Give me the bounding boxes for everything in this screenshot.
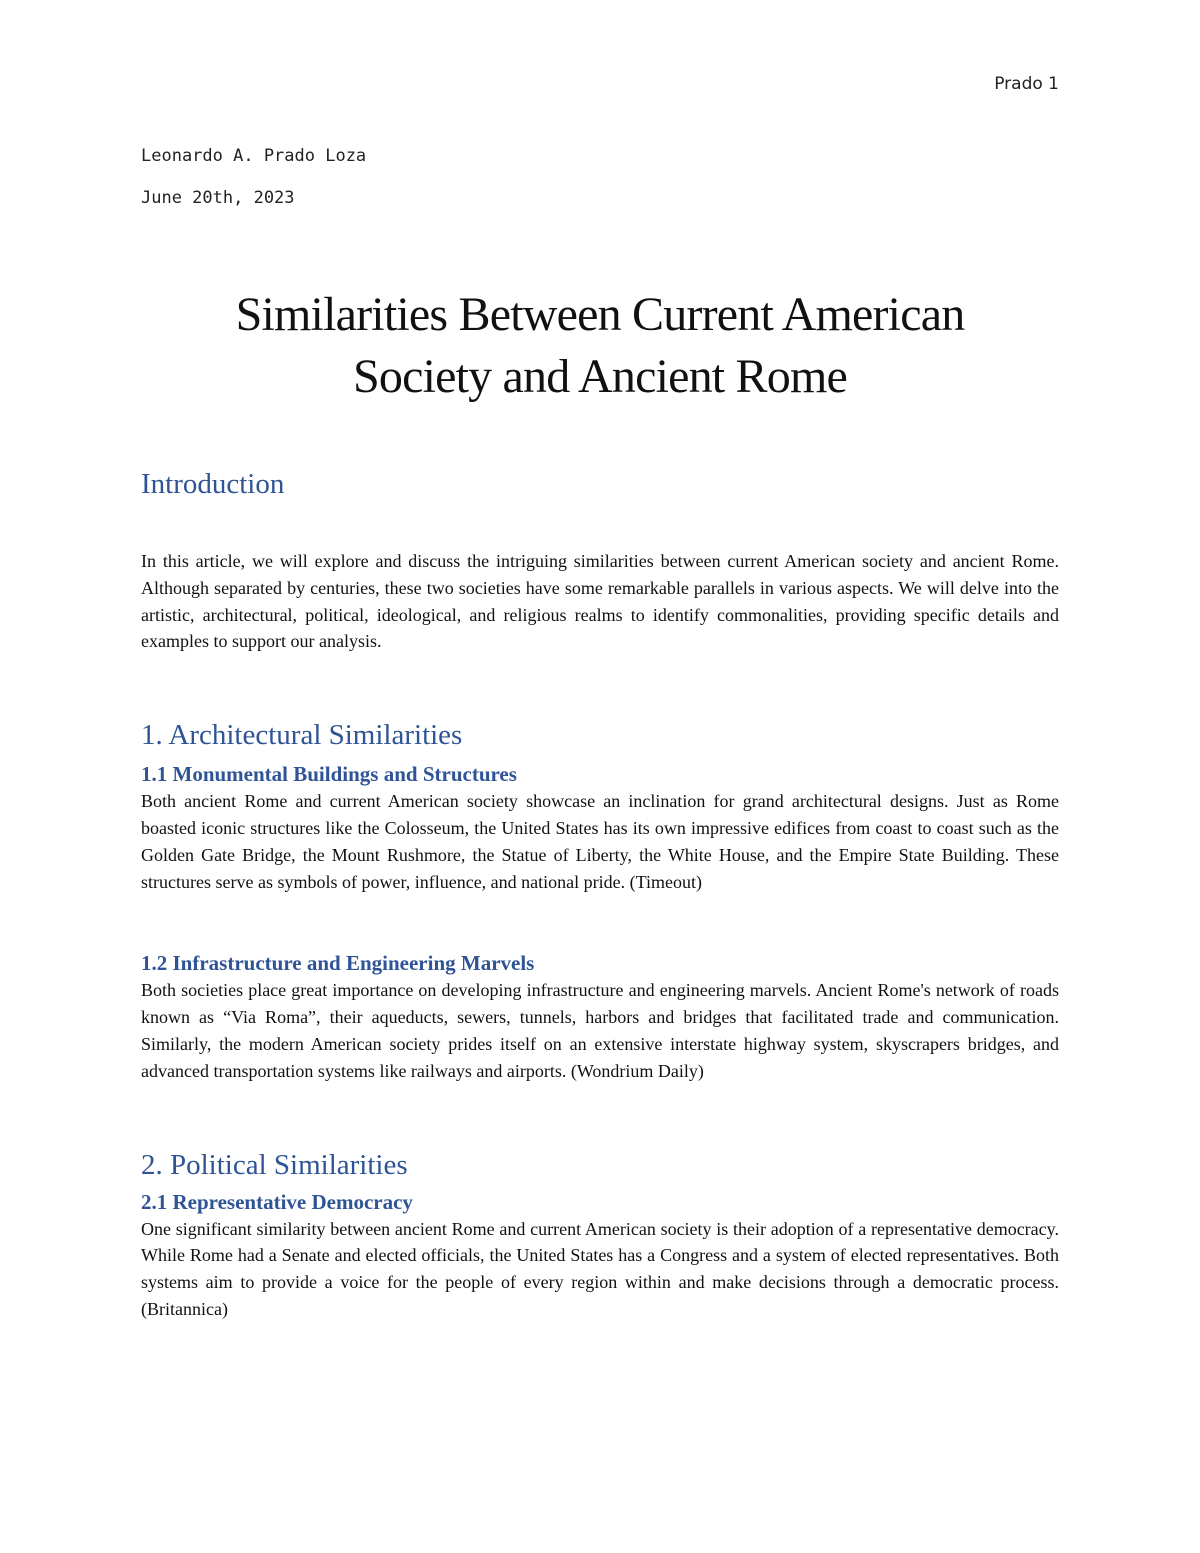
introduction-paragraph: In this article, we will explore and discuss the intriguing similarities between current American society and ancient Rome. Although separated by centuries, these two societies have some remarkable parallels in various aspects. We will delve into the artistic, architectural, political, ideological, and religious realms to identify commonalities, providing specific details and examples to support our analysis. — [141, 551, 1059, 652]
document-title — [141, 284, 1059, 408]
section-2-heading: 2. Political Similarities — [141, 1148, 408, 1181]
page-header-label: Prado 1 — [994, 74, 1059, 94]
section-1-2-paragraph: Both societies place great importance on developing infrastructure and engineering marvels. Ancient Rome's network of roads known as “Via Roma”, their aqueducts, sewers, tunnels, harbors and bridges that facilitated trade and communication. Similarly, the modern American society prides itself on an extensive interstate highway system, skyscrapers bridges, and advanced transportation systems like railways and airports. (Wondrium Daily) — [141, 980, 1059, 1081]
section-1-1-paragraph: Both ancient Rome and current American society showcase an inclination for grand architectural designs. Just as Rome boasted iconic structures like the Colosseum, the United States has its own impressive edifices from coast to coast such as the Golden Gate Bridge, the Mount Rushmore, the Statue of Liberty, the White House, and the Empire State Building. These structures serve as symbols of power, influence, and national pride. (Timeout) — [141, 791, 1059, 892]
title-line-2: Society and Ancient Rome — [352, 350, 848, 403]
section-1-heading: 1. Architectural Similarities — [141, 719, 463, 752]
title-line-1: Similarities Between Current American — [235, 288, 965, 341]
section-1-2-heading: 1.2 Infrastructure and Engineering Marvels — [141, 951, 535, 976]
section-2-1-paragraph: One significant similarity between ancient Rome and current American society is their adoption of a representative democracy. While Rome had a Senate and elected officials, the United States has a Congress and a system of elected representatives. Both systems aim to provide a voice for the people of every region within and make decisions through a democratic process. (Britannica) — [141, 1218, 1059, 1319]
author-name: Leonardo A. Prado Loza — [141, 146, 367, 166]
section-1-1-heading: 1.1 Monumental Buildings and Structures — [141, 762, 517, 787]
section-2-1-heading: 2.1 Representative Democracy — [141, 1189, 413, 1214]
introduction-heading: Introduction — [141, 468, 285, 500]
document-date: June 20th, 2023 — [141, 188, 295, 208]
document-body — [141, 140, 1059, 1323]
